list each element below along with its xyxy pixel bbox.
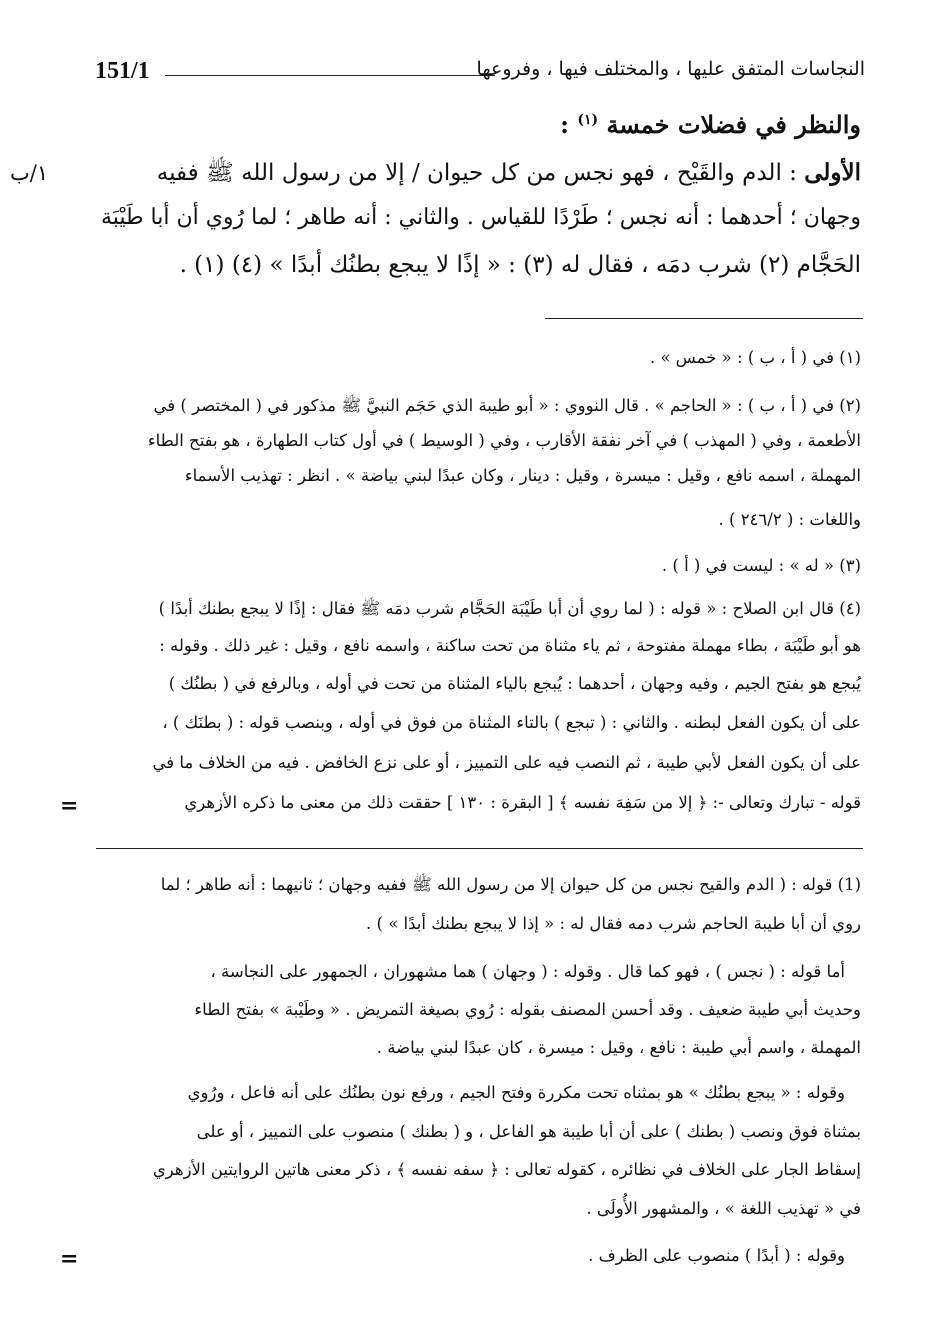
continuation-mark: =: [60, 1246, 79, 1272]
main-line-3: الحَجَّام (٢) شرب دمَه ، فقال له (٣) : « إذًا لا يبجع بطنُك أبدًا » (٤) (١) .: [179, 252, 861, 278]
commentary-line: (1) قوله : ( الدم والقيح نجس من كل حيوان إلا من رسول الله ﷺ ففيه وجهان ؛ ثانيهما : أنه طاهر ؛ لما: [160, 875, 861, 894]
main-line-2: وجهان ؛ أحدهما : أنه نجس ؛ طَرْدًا للقياس . والثاني : أنه طاهر ؛ لما رُوي أن أبا طَيْبَة: [100, 205, 861, 230]
footnote-line: هو أبو طَيْبَة ، بطاء مهملة مفتوحة ، ثم ياء مثناة من تحت ساكنة ، واسمه نافع ، وقيل : غير ذلك . وقوله :: [159, 636, 861, 655]
heading-tail: :: [560, 110, 578, 139]
main-line-1: [157, 158, 861, 192]
footnote-line: (٤) قال ابن الصلاح : « قوله : ( لما روي أن أبا طَيْبَة الحَجَّام شرب دمَه ﷺ فقال : إذًا لا يبجع بطنك أبدًا ): [158, 599, 861, 618]
footnote-line: قوله - تبارك وتعالى -: ﴿ إلا من سَفِهَ نفسه ﴾ [ البقرة : ١٣٠ ] حققت ذلك من معنى ما ذكره الأزهري: [184, 793, 861, 812]
first-item-label: الأولى: [804, 159, 861, 186]
footnote-line: على أن يكون الفعل لأبي طيبة ، ثم النصب فيه على التمييز ، أو على نزع الخافض . فيه من الخلاف ما في: [152, 753, 861, 772]
commentary-line: وقوله : ( أبدًا ) منصوب على الظرف .: [588, 1246, 845, 1265]
manuscript-folio-note: ١/ب: [10, 161, 49, 185]
commentary-line: روي أن أبا طيبة الحاجم شرب دمه فقال له : « إذا لا يبجع بطنك أبدًا » ) .: [366, 914, 861, 933]
commentary-line: في « تهذيب اللغة » ، والمشهور الأُولَى .: [586, 1199, 861, 1218]
section-heading: [560, 110, 861, 139]
commentary-line: المهملة ، واسم أبي طيبة : نافع ، وقيل : ميسرة ، كان عبدًا لبني بياضة .: [376, 1038, 861, 1057]
footnote-line: (١) في ( أ ، ب ) : « خمس » .: [649, 348, 861, 367]
commentary-line: وقوله : « يبجع بطنُك » هو بمثناه تحت مكررة وفتح الجيم ، ورفع نون بطنُك على أنه فاعل ، ورُوي: [187, 1083, 845, 1102]
footnote-line: المهملة ، اسمه نافع ، وقيل : ميسرة ، وقيل : دينار ، وكان عبدًا لبني بياضة » . انظر : تهذيب الأسماء: [184, 466, 861, 485]
first-item-text: : الدم والقَيْح ، فهو نجس من كل حيوان / إلا من رسول الله ﷺ ففيه: [156, 160, 805, 186]
commentary-line: إسقاط الجار على الخلاف في نظائره ، كقوله تعالى : ﴿ سفه نفسه ﴾ ، ذكر معنى هاتين الروايتين الأزهري: [152, 1160, 861, 1179]
page-number: 151/1: [95, 58, 150, 84]
footnote-separator: [545, 318, 863, 319]
header-rule: [165, 75, 495, 76]
footnote-line: (٣) « له » : ليست في ( أ ) .: [661, 556, 861, 575]
heading-footnote-ref: (١): [577, 112, 599, 128]
footnote-line: (٢) في ( أ ، ب ) : « الحاجم » . قال النووي : « أبو طيبة الذي حَجَم النبيَّ ﷺ مذكور في ( المختصر ) في: [153, 396, 861, 415]
footnote-line: الأطعمة ، وفي ( المهذب ) في آخر نفقة الأقارب ، وفي ( الوسيط ) في أول كتاب الطهارة ، هو بفتح الطاء: [147, 431, 861, 450]
footnote-line: على أن يكون الفعل لبطنه . والثاني : ( تبجع ) بالتاء المثناة من فوق في أوله ، وبنصب قوله : ( بطنَك ) ،: [162, 713, 861, 732]
heading-text: والنظر في فضلات خمسة: [606, 110, 861, 139]
commentary-separator: [96, 848, 863, 849]
running-title: النجاسات المتفق عليها ، والمختلف فيها ، وفروعها: [476, 58, 865, 80]
commentary-line: بمثناة فوق ونصب ( بطنك ) على أن أبا طيبة هو الفاعل ، و ( بطنك ) منصوب على التمييز ، أو على: [196, 1122, 861, 1141]
footnote-line: يُبجع هو بفتح الجيم ، وفيه وجهان ، أحدهما : يُبجع بالياء المثناة من تحت في أوله ، وبالرفع في ( بطنُك ): [168, 674, 861, 693]
commentary-line: وحديث أبي طيبة ضعيف . وقد أحسن المصنف بقوله : رُوي بصيغة التمريض . « وطَيْبة » بفتح الطاء: [194, 1000, 861, 1019]
footnote-line: واللغات : ( ٢٤٦/٢ ) .: [718, 510, 861, 529]
running-header: [95, 52, 865, 88]
commentary-line: أما قوله : ( نجس ) ، فهو كما قال . وقوله : ( وجهان ) هما مشهوران ، الجمهور على النجاسة ،: [210, 962, 845, 981]
continuation-mark: =: [60, 793, 79, 819]
